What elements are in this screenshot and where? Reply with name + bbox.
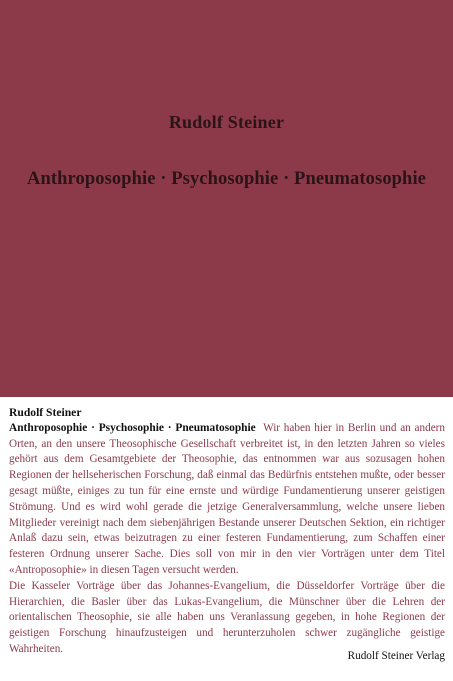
- cover-title: Anthroposophie · Psychosophie · Pneumatosophie: [27, 169, 426, 189]
- back-cover-text: [9, 405, 445, 658]
- back-author: Rudolf Steiner: [9, 406, 82, 419]
- paragraph-2: [9, 579, 445, 658]
- paragraph-2-text: Die Kasseler Vorträge über das Johannes-Evangelium, die Düsseldorfer Vorträge über die Hierarchien, die Basler über das Lukas-Evangelium, die Münschner über die Lehren der orientalischen Theosophie, sie alle haben uns Veranlassung gegeben, in hohe Regionen der geistigen Forschung hinaufzusteigen und herunterzuholen schwer zugängliche geistige Wahrheiten.: [9, 579, 445, 655]
- publisher-name: Rudolf Steiner Verlag: [347, 650, 445, 662]
- paragraph-1-text: Wir haben hier in Berlin und an andern Orten, an den unsere Theosophische Gesellschaft verbreitet ist, in den letzten Jahren so vieles gehört aus dem Gesamtgebiete der Theosophie, das entnommen war aus sozusagen hohen Regionen der hellseherischen Forschung, daß einmal das Bedürfnis entstehen mußte, oder besser gesagt müßte, einiges zu tun für eine ernste und würdige Fundamentierung unserer geistigen Strömung. Und es wird wohl gerade die jetzige Generalversammlung, welche unsere lieben Mitglieder vereinigt nach dem siebenjährigen Bestande unserer Deutschen Sektion, ein richtiger Anlaß dazu sein, etwas beizutragen zu einer festeren Fundamentierung, zum Schaffen einer festeren Ordnung unserer Sache. Dies soll von mir in den vier Vorträgen unter dem Titel «Antroposophie» in diesen Tagen versucht werden.: [9, 421, 445, 576]
- paragraph-1: [9, 421, 445, 579]
- back-subtitle: Anthroposophie · Psychosophie · Pneumatosophie: [9, 421, 256, 434]
- cover-author: Rudolf Steiner: [168, 112, 285, 132]
